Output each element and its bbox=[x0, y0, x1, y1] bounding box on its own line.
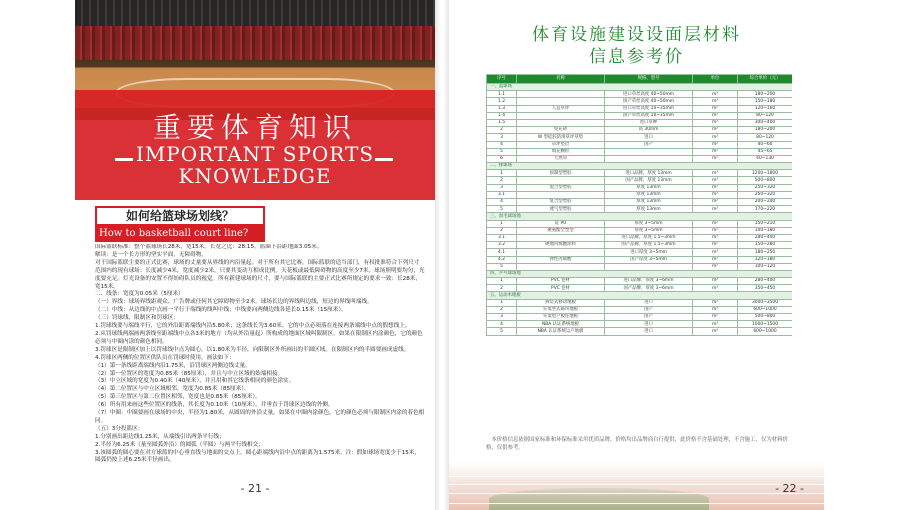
table-cell: m² bbox=[693, 328, 738, 335]
table-cell: m² bbox=[693, 127, 738, 134]
table-cell: 复合型塑胶 bbox=[517, 199, 605, 206]
table-cell: 高 30mm bbox=[605, 127, 693, 134]
table-cell: 200~240 bbox=[738, 199, 793, 206]
table-row bbox=[487, 314, 793, 321]
table-cell: 300~400 bbox=[738, 119, 793, 126]
table-cell: PVC 卷材 bbox=[517, 285, 605, 292]
table-cell: 1200~1800 bbox=[738, 170, 793, 177]
table-cell: 40~130 bbox=[738, 155, 793, 162]
table-cell: 进口品牌，厚度 3~6mm bbox=[605, 278, 693, 285]
table-cell: 进口草丝高度 10~35mm bbox=[605, 105, 693, 112]
article-paragraph: （一）界线：球场界线距观众、广告牌或任何其它障碍物至少2米。球场长边的界线叫边线，短边的界线叫端线。 bbox=[95, 299, 373, 306]
right-page bbox=[449, 0, 824, 510]
table-row bbox=[487, 328, 793, 335]
table-cell: 600~1000 bbox=[738, 328, 793, 335]
table-section-label: 二、排球场 bbox=[487, 163, 793, 170]
table-cell: 150~180 bbox=[738, 98, 793, 105]
table-row bbox=[487, 98, 793, 105]
table-row bbox=[487, 242, 793, 249]
table-section-label: 四、乒乓球场地 bbox=[487, 270, 793, 277]
table-cell: 厚度 13mm bbox=[605, 184, 693, 191]
table-cell bbox=[605, 148, 693, 155]
table-cell: m² bbox=[693, 227, 738, 234]
table-row bbox=[487, 184, 793, 191]
table-row bbox=[487, 112, 793, 119]
price-table-body bbox=[487, 84, 793, 336]
table-cell: 厚度 13mm bbox=[605, 199, 693, 206]
article-paragraph: 2.从罚球线两端画两条线至距端线中点各3米的地方（均从外沿量起）所构成的地面区域叫限制区。如果在限制区内涂颜色，它的颜色必须与中圈内涂的颜色相同。 bbox=[95, 330, 423, 345]
table-cell: 180~200 bbox=[738, 91, 793, 98]
left-page bbox=[75, 0, 435, 510]
table-cell bbox=[517, 91, 605, 98]
table-section-row bbox=[487, 270, 793, 277]
table-cell: m² bbox=[693, 249, 738, 256]
price-table-wrap bbox=[486, 74, 792, 428]
table-cell: m² bbox=[693, 256, 738, 263]
article-body bbox=[95, 244, 425, 480]
table-row bbox=[487, 321, 793, 328]
table-cell: 3000~3500 bbox=[738, 299, 793, 306]
table-cell bbox=[517, 112, 605, 119]
table-cell: 硅 PU bbox=[517, 220, 605, 227]
price-title-line1: 体育设施建设设面层材料 bbox=[532, 25, 741, 45]
article-subtitle: How to basketball court line? bbox=[95, 226, 265, 242]
table-cell: 4.1 bbox=[487, 249, 517, 256]
table-row bbox=[487, 206, 793, 213]
table-cell bbox=[517, 119, 605, 126]
table-cell: 实低坐式砾块地板 bbox=[517, 306, 605, 313]
page-number-left: - 21 - bbox=[240, 482, 270, 495]
article-paragraph: （二）中线：从边线的中点画一平行于端线的线叫中线；中线要向两侧边线各延长0.15米（15厘米）。 bbox=[95, 307, 347, 314]
article-paragraph: （1）第一条线距离端线内沿1.75米，沿罚球区两侧边线丈量。 bbox=[95, 362, 251, 369]
table-cell bbox=[605, 263, 693, 270]
table-cell: 进口 bbox=[605, 134, 693, 141]
article-paragraph: 解读：是一个长方形的坚实平面，无障碍物。 bbox=[95, 251, 207, 258]
table-cell: 1.2 bbox=[487, 98, 517, 105]
table-cell: 45~65 bbox=[738, 148, 793, 155]
table-cell: 国产草丝高度 10~35mm bbox=[605, 112, 693, 119]
table-row bbox=[487, 227, 793, 234]
table-cell: m² bbox=[693, 242, 738, 249]
table-cell: m² bbox=[693, 206, 738, 213]
table-cell: 厚度 3~5mm bbox=[605, 227, 693, 234]
table-cell: 280~400 bbox=[738, 278, 793, 285]
table-cell: 厚度 13mm bbox=[605, 206, 693, 213]
table-cell: m² bbox=[693, 278, 738, 285]
table-cell: 2 bbox=[487, 127, 517, 134]
table-cell: 透气型塑胶 bbox=[517, 206, 605, 213]
table-cell: 3.1 bbox=[487, 234, 517, 241]
table-cell: 5 bbox=[487, 328, 517, 335]
table-cell: 3.1 bbox=[487, 191, 517, 198]
article-paragraph: （6）所有用来画这些位置区的线条，其长度为0.10米（10厘米），并垂直于罚球区边线的外侧。 bbox=[95, 402, 334, 409]
table-cell: 100~120 bbox=[738, 263, 793, 270]
table-cell: m² bbox=[693, 112, 738, 119]
table-cell: 国产品牌，厚度 1.5~3mm bbox=[605, 242, 693, 249]
table-cell: 天然草 bbox=[517, 155, 605, 162]
table-cell: 实低垫户板连地板 bbox=[517, 314, 605, 321]
table-header-row bbox=[487, 75, 793, 84]
table-cell: 170~220 bbox=[738, 206, 793, 213]
table-cell: m² bbox=[693, 170, 738, 177]
article-paragraph: （3）中立区域的宽度为0.40米（40厘米），并且用和其它线条相同的颜色涂实。 bbox=[95, 378, 295, 385]
table-cell: 厚度 13mm bbox=[605, 191, 693, 198]
table-cell: m² bbox=[693, 184, 738, 191]
table-row bbox=[487, 119, 793, 126]
table-cell: 1.3 bbox=[487, 105, 517, 112]
header-price: 综合单价（元） bbox=[738, 75, 793, 84]
table-cell: 600~1000 bbox=[738, 306, 793, 313]
table-cell: 1 bbox=[487, 278, 517, 285]
table-cell: m² bbox=[693, 119, 738, 126]
table-cell bbox=[517, 249, 605, 256]
table-cell: m² bbox=[693, 105, 738, 112]
price-note: 本价格信息依据国家标准和环保标准采用优质品牌，价格均出品牌商自行提供，此价格不含基础处理，不含施工，仅为材料价格，仅供参考。 bbox=[486, 437, 788, 451]
table-cell: 国产品牌，厚度 3~6mm bbox=[605, 285, 693, 292]
table-section-label: 三、羽毛球场地 bbox=[487, 213, 793, 220]
table-cell: 5 bbox=[487, 206, 517, 213]
table-cell: 1.1 bbox=[487, 91, 517, 98]
table-cell: NBA 认证系统运户地板 bbox=[517, 328, 605, 335]
table-cell bbox=[517, 263, 605, 270]
table-cell: 260~320 bbox=[738, 191, 793, 198]
table-cell: 混合型塑胶 bbox=[517, 184, 605, 191]
table-cell: 国产品牌，厚度 13mm bbox=[605, 177, 693, 184]
table-cell: 6 bbox=[487, 155, 517, 162]
band-title-en-line2: KNOWLEDGE bbox=[178, 164, 332, 188]
table-cell: 国产 bbox=[605, 314, 693, 321]
table-section-row bbox=[487, 292, 793, 299]
page-gutter bbox=[435, 0, 449, 510]
table-cell: 国产 bbox=[605, 141, 693, 148]
article-paragraph: 3.罚球区是限制区加上以罚球线中点为圆心，以1.80米为半径，向限制区外所画出的半圆区域。在限制区内的半圆要画成虚线。 bbox=[95, 346, 410, 353]
table-cell: 进口 bbox=[605, 328, 693, 335]
table-row bbox=[487, 134, 793, 141]
table-cell: 进口品牌，厚度 13mm bbox=[605, 170, 693, 177]
table-cell: 草坪垫层 bbox=[517, 141, 605, 148]
table-cell: 2 bbox=[487, 306, 517, 313]
price-title bbox=[449, 24, 824, 68]
table-row bbox=[487, 170, 793, 177]
table-cell: 2 bbox=[487, 227, 517, 234]
article-paragraph: 1.分别画出距边线1.25米，从端线引出两条平行线； bbox=[95, 433, 225, 440]
table-row bbox=[487, 199, 793, 206]
table-row bbox=[487, 105, 793, 112]
article-paragraph: （2）第一位置区的宽度为0.85米（85厘米），并且与中立区域的始端相接。 bbox=[95, 370, 284, 377]
article-title: 如何给篮球场划线？ bbox=[95, 206, 265, 226]
table-cell: 3 bbox=[487, 134, 517, 141]
table-row bbox=[487, 220, 793, 227]
table-cell: 国产草丝高度 40~50mm bbox=[605, 98, 693, 105]
table-cell: 4.2 bbox=[487, 256, 517, 263]
table-cell: 150~280 bbox=[738, 242, 793, 249]
table-cell: 40~60 bbox=[738, 141, 793, 148]
table-cell: m² bbox=[693, 314, 738, 321]
table-cell: 拆装式移动地板 bbox=[517, 299, 605, 306]
table-cell: 150~210 bbox=[738, 220, 793, 227]
table-cell: 硬地丙烯酸涂料 bbox=[517, 242, 605, 249]
header-index: 序号 bbox=[487, 75, 517, 84]
table-row bbox=[487, 299, 793, 306]
table-row bbox=[487, 177, 793, 184]
table-cell: 4 bbox=[487, 199, 517, 206]
table-cell: 预制型塑胶 bbox=[517, 170, 605, 177]
table-row bbox=[487, 249, 793, 256]
table-cell: 进口品牌，厚度 1.5~3mm bbox=[605, 234, 693, 241]
article-paragraph: 2.半径为6.25米（量至圆弧外沿）的圆弧（半圆）与两平行线相交； bbox=[95, 441, 264, 448]
table-cell: 5 bbox=[487, 263, 517, 270]
table-cell: NBA 认证系统地板 bbox=[517, 321, 605, 328]
table-cell: 120~160 bbox=[738, 105, 793, 112]
table-cell: 180~200 bbox=[738, 127, 793, 134]
table-cell: 140~180 bbox=[738, 227, 793, 234]
table-cell: m² bbox=[693, 306, 738, 313]
table-cell: 进口草种 bbox=[605, 119, 693, 126]
table-cell: m² bbox=[693, 155, 738, 162]
table-cell: m² bbox=[693, 141, 738, 148]
table-cell: 人造草坪 bbox=[517, 105, 605, 112]
table-row bbox=[487, 191, 793, 198]
table-cell: m² bbox=[693, 299, 738, 306]
table-cell: 2 bbox=[487, 177, 517, 184]
table-cell: 180~250 bbox=[738, 249, 793, 256]
table-cell: 1.4 bbox=[487, 112, 517, 119]
article-paragraph: 4.罚球区两侧的位置区供队员在罚球时使用，画法如下： bbox=[95, 354, 235, 361]
table-section-label: 一、篮球场 bbox=[487, 84, 793, 91]
table-cell: 500~800 bbox=[738, 314, 793, 321]
table-section-label: 五、运动木地板 bbox=[487, 292, 793, 299]
table-cell: 1 bbox=[487, 299, 517, 306]
table-row bbox=[487, 155, 793, 162]
table-cell: 500~800 bbox=[738, 177, 793, 184]
table-row bbox=[487, 256, 793, 263]
table-cell: 厚度 3~5mm bbox=[605, 220, 693, 227]
article-paragraph: 1.罚球线要与端线平行，它的外沿距离端线内沿5.80米；这条线长为3.60米。它的中点必须落在连接两条端线中点的假想线上。 bbox=[95, 323, 411, 330]
table-cell: m² bbox=[693, 263, 738, 270]
arena-stands bbox=[75, 26, 435, 60]
table-cell: m² bbox=[693, 134, 738, 141]
article-paragraph: （4）第二位置区与中立区域相邻，宽度为0.85米（85厘米）。 bbox=[95, 386, 250, 393]
table-cell: 进口 bbox=[605, 299, 693, 306]
table-cell: 进口厚度 3~5mm bbox=[605, 249, 693, 256]
table-cell: m² bbox=[693, 148, 738, 155]
table-cell: m² bbox=[693, 220, 738, 227]
table-cell: m² bbox=[693, 98, 738, 105]
table-cell: 4 bbox=[487, 321, 517, 328]
table-section-row bbox=[487, 84, 793, 91]
article-paragraph: （5）第三位置区与第二位置区相邻，宽度也是0.85米（85厘米）。 bbox=[95, 394, 261, 401]
table-cell: 80~120 bbox=[738, 112, 793, 119]
header-name: 名称 bbox=[517, 75, 605, 84]
table-cell: 5 bbox=[487, 148, 517, 155]
table-cell: m² bbox=[693, 191, 738, 198]
table-cell: m² bbox=[693, 321, 738, 328]
article-paragraph: 二、线条：宽度为0.05米（5厘米） bbox=[95, 291, 184, 298]
header-unit: 单位 bbox=[693, 75, 738, 84]
table-cell: 4 bbox=[487, 141, 517, 148]
table-cell: m² bbox=[693, 199, 738, 206]
table-cell: PVC 卷材 bbox=[517, 278, 605, 285]
table-cell: 1.5 bbox=[487, 119, 517, 126]
table-cell: 国产 bbox=[605, 306, 693, 313]
price-title-line2: 信息参考价 bbox=[589, 47, 684, 67]
table-cell: 250~320 bbox=[738, 184, 793, 191]
table-cell bbox=[517, 98, 605, 105]
table-cell bbox=[517, 234, 605, 241]
band-title-cn: 重要体育知识 bbox=[152, 111, 357, 144]
table-cell: 进口草丝高度 40~50mm bbox=[605, 91, 693, 98]
table-cell: 3 bbox=[487, 314, 517, 321]
track-lane bbox=[449, 476, 824, 477]
table-cell: 填充颗粒 bbox=[517, 148, 605, 155]
table-row bbox=[487, 141, 793, 148]
band-title-en-line1: IMPORTANT SPORTS bbox=[135, 142, 375, 166]
table-cell: 免充砂 bbox=[517, 127, 605, 134]
page-number-right: - 22 - bbox=[775, 482, 804, 495]
price-table bbox=[486, 74, 792, 336]
article-paragraph: 对于国际篮联主要的正式比赛，球场的丈量要从界线的内沿量起。对于所有其它比赛，国际篮联的适当部门，有权批准符合下列尺寸范围内的现有球场：长度减少4米，宽度减少2米，只要其变动互相成比例。天花板或最低障碍物的高度至少7米。球场照明要均匀，光度要充足。灯光设备的安置不得妨碍队员的视觉。所有新建球场的尺寸，要与国际篮联的主要正式比赛所规定的要求一致：长28米，宽15米。 bbox=[95, 259, 425, 290]
table-cell: W 型硅胶防滑草坪草垫 bbox=[517, 134, 605, 141]
table-cell: 聚氨酯全塑型 bbox=[517, 227, 605, 234]
table-row bbox=[487, 148, 793, 155]
table-row bbox=[487, 234, 793, 241]
table-cell: m² bbox=[693, 285, 738, 292]
table-row bbox=[487, 127, 793, 134]
table-cell bbox=[605, 155, 693, 162]
table-cell: 3.2 bbox=[487, 242, 517, 249]
table-cell: m² bbox=[693, 234, 738, 241]
article-paragraph: （五）3分投篮区： bbox=[95, 425, 144, 432]
table-cell: 进口 bbox=[605, 321, 693, 328]
table-cell: 3 bbox=[487, 184, 517, 191]
table-cell: m² bbox=[693, 91, 738, 98]
table-cell: 120~180 bbox=[738, 256, 793, 263]
table-cell: 2 bbox=[487, 285, 517, 292]
article-paragraph: （7）中圈：中圈要画在球场的中央，半径为1.80米，从圆周的外沿丈量。如果在中圈内涂颜色，它的颜色必须与限制区内涂的着色相同。 bbox=[95, 410, 425, 424]
table-cell: 280~400 bbox=[738, 234, 793, 241]
table-section-row bbox=[487, 213, 793, 220]
table-cell bbox=[517, 191, 605, 198]
table-cell bbox=[517, 177, 605, 184]
table-row bbox=[487, 278, 793, 285]
table-cell: 1 bbox=[487, 220, 517, 227]
article-paragraph: 3.该圆弧的圆心要在对方球篮的中心垂直线与地面的交点上，圆心距端线内沿中点的距离为1.575米。注：假如球场宽度少于15米，圆弧仍按上述6.25米半径画出。 bbox=[95, 449, 420, 464]
table-row bbox=[487, 285, 793, 292]
table-cell: 350~450 bbox=[738, 285, 793, 292]
table-cell: 80~120 bbox=[738, 134, 793, 141]
table-cell: 国产厚度 3~5mm bbox=[605, 256, 693, 263]
table-cell: 1000~1500 bbox=[738, 321, 793, 328]
table-section-row bbox=[487, 163, 793, 170]
table-row bbox=[487, 263, 793, 270]
band-title-en bbox=[75, 143, 435, 187]
table-cell: 弹性丙烯酸 bbox=[517, 256, 605, 263]
article-paragraph: （三）罚球线、限制区和罚球区： bbox=[95, 315, 179, 322]
table-row bbox=[487, 91, 793, 98]
article-paragraph: 国际篮联标准：整个篮球场长28米，宽15米。长宽之比：28:15。篮圈下沿距地面3.05米。 bbox=[95, 244, 323, 250]
table-cell: 1 bbox=[487, 170, 517, 177]
header-spec: 规格、型号 bbox=[605, 75, 693, 84]
table-cell: m² bbox=[693, 177, 738, 184]
track-lane bbox=[449, 503, 824, 504]
table-row bbox=[487, 306, 793, 313]
